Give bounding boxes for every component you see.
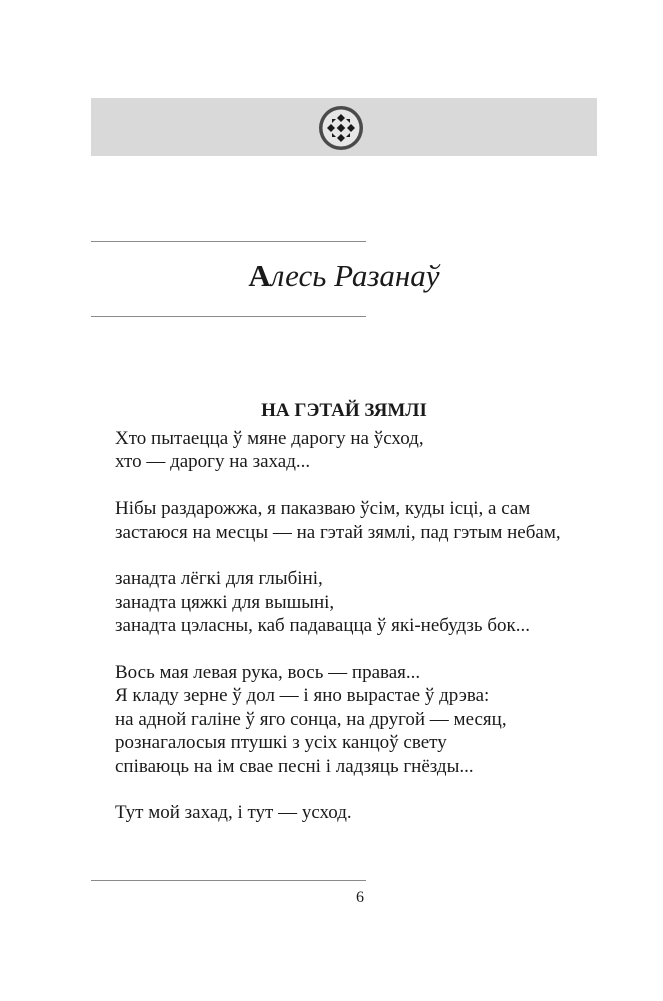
poem-line: хто — дарогу на захад... <box>115 451 311 473</box>
poem-line: Нібы раздарожжа, я паказваю ўсім, куды ісці, а сам <box>115 498 531 520</box>
author-name <box>91 256 597 296</box>
poem-line: Хто пытаецца ў мяне дарогу на ўсход, <box>115 428 424 449</box>
stanza <box>115 801 585 824</box>
author-name-rest: лесь Разанаў <box>270 258 440 293</box>
top-divider <box>91 241 366 242</box>
poem-line: занадта цэласны, каб падавацца ў які-небудзь бок... <box>115 615 530 637</box>
poem-line: рознагалосыя птушкі з усіх канцоў свету <box>115 732 447 754</box>
poem-body <box>115 427 585 848</box>
poem-line: на адной галіне ў яго сонца, на другой — месяц, <box>115 708 507 730</box>
poem-line: співаюць на ім свае песні і ладзяць гнёзды... <box>115 755 474 777</box>
poem-title: НА ГЭТАЙ ЗЯМЛІ <box>261 400 427 421</box>
author-divider <box>91 316 366 317</box>
stanza <box>115 661 585 778</box>
ornament-emblem-icon <box>318 105 364 151</box>
poem-line: Я кладу зерне ў дол — і яно вырастае ў дрэва: <box>115 685 490 707</box>
poem-line: Вось мая левая рука, вось — правая... <box>115 662 421 684</box>
footer-divider <box>91 880 366 881</box>
author-initial: А <box>248 258 271 293</box>
stanza <box>115 427 585 474</box>
page-number: 6 <box>356 889 364 906</box>
stanza <box>115 567 585 637</box>
poem-line: занадта цяжкі для вышыні, <box>115 591 335 613</box>
poem-line: застаюся на месцы — на гэтай зямлі, пад гэтым небам, <box>115 521 561 543</box>
poem-line: Тут мой захад, і тут — усход. <box>115 802 352 824</box>
stanza <box>115 497 585 544</box>
poem-line: занадта лёгкі для глыбіні, <box>115 568 323 590</box>
